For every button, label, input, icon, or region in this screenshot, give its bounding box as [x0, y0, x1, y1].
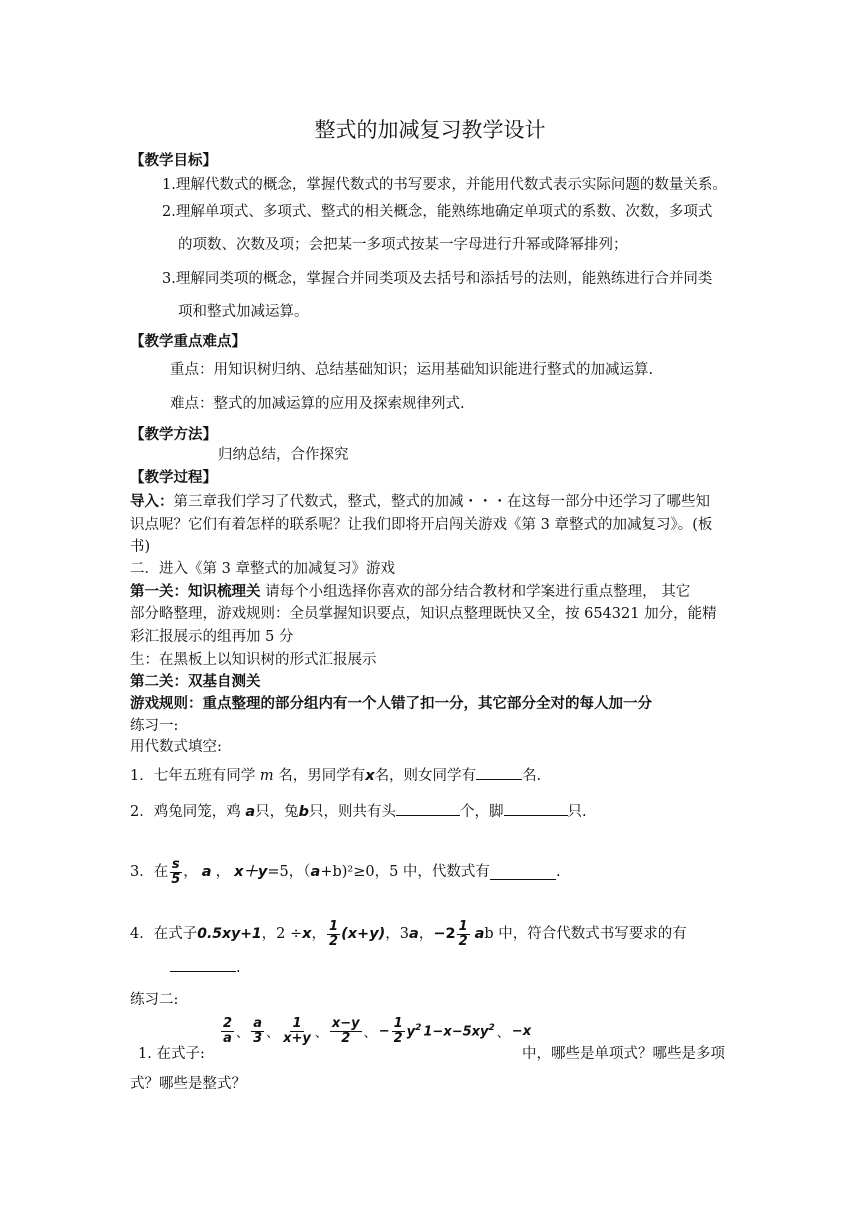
intro-line-1 [130, 492, 710, 512]
q2-text-a: 2．鸡兔同笼，鸡 [130, 804, 246, 820]
q1-var-m: m [259, 768, 274, 784]
q1-var-x: x [365, 768, 375, 784]
p2-rest: 1−x−5xy [423, 1024, 489, 1040]
q4-fraction-half [327, 920, 340, 949]
p2-frac-1-over-xy [281, 1017, 313, 1046]
q1-answer-blank[interactable] [476, 765, 522, 780]
q2-text-b: 只，兔 [255, 804, 299, 820]
p2-f3-num: 1 [292, 1016, 302, 1031]
p2-f1-num: 2 [223, 1016, 233, 1031]
q1-text-d: 名. [522, 768, 542, 784]
question-2 [130, 801, 587, 822]
q4-var-a-2: a [474, 926, 485, 942]
q4-half-den: 2 [329, 933, 339, 949]
method-heading: 【教学方法】 [130, 426, 217, 443]
q3-frac-den: 5 [171, 871, 181, 887]
q1-text-c: 名，则女同学有 [374, 768, 477, 784]
p2-f4-den: 2 [341, 1031, 351, 1046]
goal-2-line1: 2.理解单项式、多项式、整式的相关概念，能熟练地确定单项式的系数、次数，多项式 [162, 204, 713, 220]
p2-sep-5: 、 [496, 1026, 510, 1041]
q4-text-c: ， [311, 926, 327, 942]
q3-text-a: 3．在 [130, 864, 169, 880]
q4-text-b: ，2 ÷ [261, 926, 303, 942]
p2-sep-2: 、 [266, 1026, 280, 1041]
q3-var-a-2: a [310, 864, 321, 880]
q3-var-a: a [201, 864, 212, 880]
p2-question-1-line-2: 式？哪些是整式？ [130, 1076, 246, 1092]
q4-expr-1: 0.5xy+1 [197, 926, 262, 942]
q1-text-b: 名，男同学有 [273, 768, 366, 784]
p2-y-squared: $y^2$ [406, 1023, 422, 1040]
intro-line-3: 书) [130, 539, 151, 555]
p2-question-1-text: 中，哪些是单项式？哪些是多项 [522, 1046, 725, 1062]
goals-heading: 【教学目标】 [130, 152, 217, 169]
q2-var-b: b [298, 804, 310, 820]
q4-var-a: a [409, 926, 419, 942]
question-4 [130, 914, 687, 954]
level1-label: 第一关：知识梳理关 [130, 583, 261, 600]
p2-expressions [220, 1017, 532, 1046]
p2-neg-sign: − [378, 1024, 390, 1039]
p2-frac-a-over-3 [251, 1017, 264, 1046]
q4-fraction-half-2 [457, 920, 470, 949]
p2-frac-x-minus-y-over-2 [330, 1017, 362, 1046]
process-heading: 【教学过程】 [130, 469, 217, 486]
q3-text-eq: =5，（ [267, 864, 311, 880]
q4-expr-xy: (x+y) [341, 926, 386, 942]
question-3 [130, 852, 561, 892]
q3-comma-2: ， [215, 864, 231, 880]
q2-text-d: 个，脚 [460, 804, 504, 820]
p2-question-1-lead: 1. 在式子: [138, 1046, 205, 1062]
game-rules: 游戏规则：重点整理的部分组内有一个人错了扣一分，其它部分全对的每人加一分 [130, 695, 652, 712]
student-report: 生：在黑板上以知识树的形式汇报展示 [130, 652, 377, 668]
q4-text-g: b 中，符合代数式书写要求的有 [484, 926, 687, 942]
q2-var-a: a [245, 804, 256, 820]
level1-line-2: 部分略整理，游戏规则：全员掌握知识要点，知识点整理既快又全，按 654321 加分，能精 [130, 606, 717, 622]
goal-2-line2: 的项数、次数及项；会把某一多项式按某一字母进行升幂或降幂排列； [178, 237, 628, 253]
intro-label: 导入： [130, 493, 174, 510]
intro-text-1: 第三章我们学习了代数式，整式，整式的加减・・・在这每一部分中还学习了哪些知 [173, 494, 710, 510]
q4-neg-two: −2 [433, 926, 456, 942]
p2-f2-den: 3 [253, 1031, 263, 1046]
p2-f1-den: a [223, 1031, 232, 1046]
method-text: 归纳总结，合作探究 [218, 447, 349, 463]
q4-text-a: 4．在式子 [130, 926, 198, 942]
p2-f3-den: x+y [283, 1031, 311, 1046]
q4-half2-den: 2 [458, 933, 468, 949]
p2-f2-num: a [253, 1016, 262, 1031]
q2-text-c: 只，则共有头 [309, 804, 397, 820]
goal-1: 1.理解代数式的概念，掌握代数式的书写要求，并能用代数式表示实际问题的数量关系。 [162, 177, 727, 193]
goal-3-line2: 项和整式加减运算。 [178, 304, 309, 320]
document-title: 整式的加减复习教学设计 [314, 118, 546, 142]
q4-text-d: ，3 [385, 926, 410, 942]
level1-line-3: 彩汇报展示的组再加 5 分 [130, 629, 294, 645]
q3-comma-1: ， [183, 864, 198, 880]
p2-expression-list [220, 1012, 532, 1058]
intro-line-2: 识点呢？它们有着怎样的联系呢？让我们即将开启闯关游戏《第 3 章整式的加减复习》。(板 [130, 517, 713, 533]
p2-f5-den: 2 [393, 1031, 403, 1046]
q3-text-rest: +b)²≥0，5 中，代数式有 [320, 864, 490, 880]
q2-text-e: 只. [567, 804, 587, 820]
p2-frac-1-over-2 [392, 1017, 405, 1046]
p2-tail: −x [511, 1024, 532, 1039]
p2-f5-num: 1 [393, 1016, 403, 1031]
key-point: 重点：用知识树归纳、总结基础知识；运用基础知识能进行整式的加减运算. [170, 362, 654, 378]
fill-prompt: 用代数式填空: [130, 739, 222, 755]
q3-fraction-s-over-5 [169, 858, 182, 887]
difficult-point: 难点：整式的加减运算的应用及探索规律列式. [170, 396, 465, 412]
practice-1-heading: 练习一: [130, 718, 179, 734]
p2-sep-1: 、 [236, 1026, 250, 1041]
p2-poly: $1-x-5xy^2$ [423, 1023, 495, 1040]
practice-2-heading: 练习二: [130, 992, 179, 1008]
q3-text-end: . [555, 864, 561, 880]
p2-f4-num: x−y [331, 1016, 360, 1031]
q1-text-a: 1．七年五班有同学 [130, 768, 260, 784]
p2-y: y [406, 1024, 416, 1040]
goal-3-line1: 3.理解同类项的概念，掌握合并同类项及去括号和添括号的法则，能熟练进行合并同类 [162, 271, 713, 287]
q3-expr-x-plus-y: x＋y [234, 864, 268, 880]
q4-half2-num: 1 [458, 918, 468, 934]
level2-label: 第二关：双基自测关 [130, 673, 261, 690]
p2-sep-3: 、 [314, 1026, 328, 1041]
question-4-line-2 [170, 957, 241, 978]
step-2: 二．进入《第 3 章整式的加减复习》游戏 [130, 561, 395, 577]
q3-answer-blank[interactable] [490, 865, 556, 880]
key-heading: 【教学重点难点】 [130, 333, 246, 350]
p2-sep-4: 、 [363, 1026, 377, 1041]
q4-half-num: 1 [329, 918, 339, 934]
q4-answer-blank[interactable] [170, 957, 236, 972]
q4-var-x: x [302, 926, 312, 942]
q4-text-e: ， [418, 926, 434, 942]
q2-heads-blank[interactable] [396, 801, 460, 816]
question-1 [130, 765, 541, 786]
q4-text-end: . [236, 960, 241, 976]
p2-frac-2-over-a [221, 1017, 234, 1046]
q2-feet-blank[interactable] [504, 801, 568, 816]
q3-frac-num: s [171, 856, 180, 872]
level1-line-1 [130, 582, 690, 602]
level1-text-1: 请每个小组选择你喜欢的部分结合教材和学案进行重点整理， 其它 [260, 584, 691, 600]
